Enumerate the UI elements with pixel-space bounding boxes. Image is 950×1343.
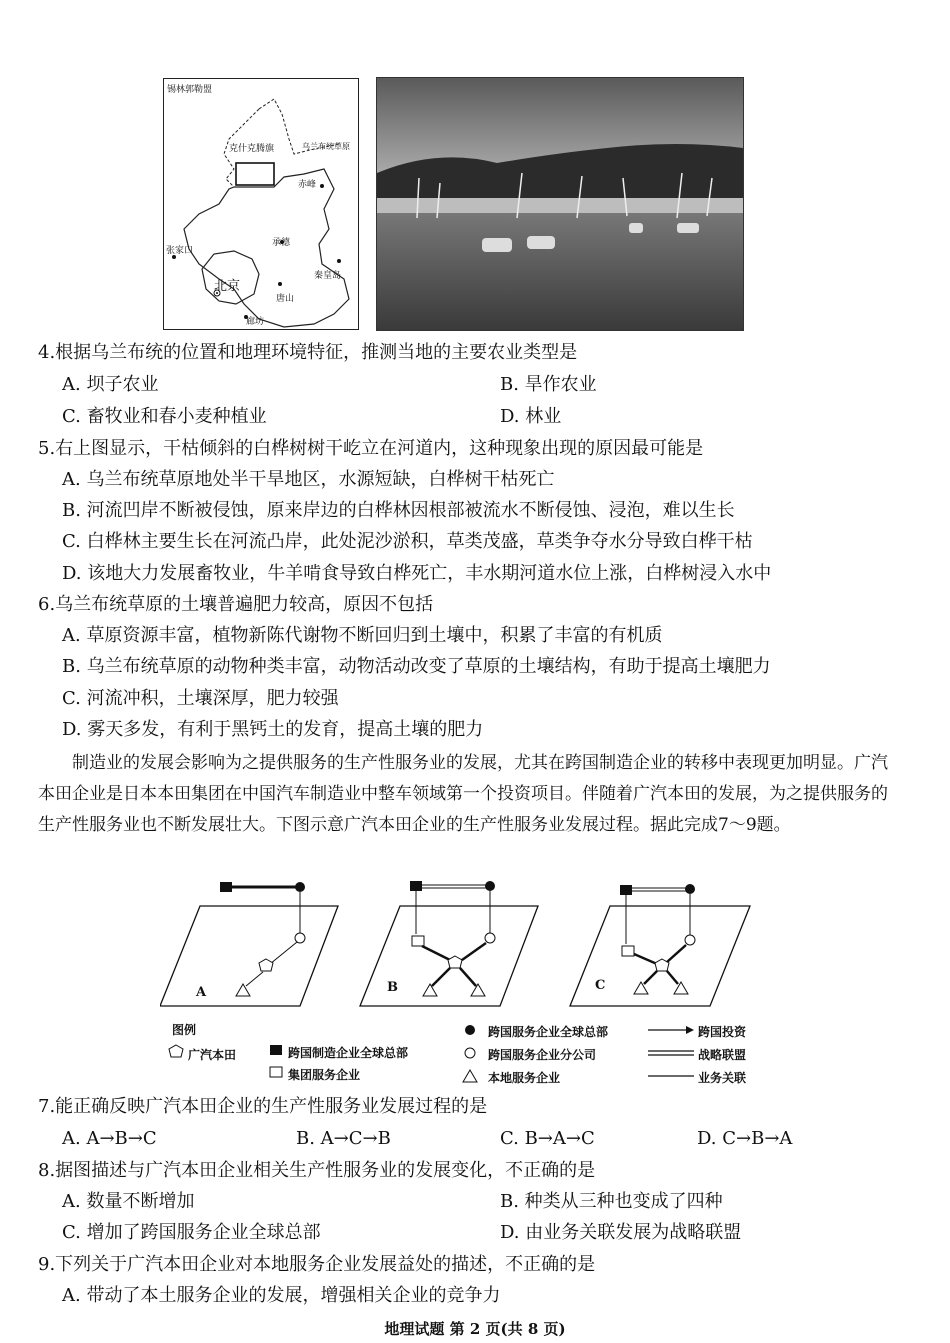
map-label: 北京 [214, 279, 241, 294]
question-stem: 4.根据乌兰布统的位置和地理环境特征，推测当地的主要农业类型是 [38, 342, 578, 363]
answer-option[interactable]: D. 林业 [500, 406, 562, 427]
map-label: 张家口 [166, 246, 194, 256]
map-label: 廊坊 [246, 317, 265, 327]
question-stem: 8.据图描述与广汽本田企业相关生产性服务业的发展变化，不正确的是 [38, 1160, 596, 1181]
question-stem: 7.能正确反映广汽本田企业的生产性服务业发展过程的是 [38, 1096, 488, 1117]
answer-option[interactable]: B. 种类从三种也变成了四种 [500, 1191, 723, 1212]
answer-option[interactable]: C. 白桦林主要生长在河流凸岸，此处泥沙淤积，草类茂盛，草类争夺水分导致白桦干枯 [62, 531, 753, 552]
map-label: 克什克腾旗 [229, 144, 275, 154]
legend-label: 战略联盟 [698, 1048, 747, 1062]
answer-option[interactable]: A. 带动了本土服务企业的发展，增强相关企业的竞争力 [62, 1285, 501, 1306]
panel-a [160, 882, 338, 1006]
answer-option[interactable]: B. 旱作农业 [500, 374, 597, 395]
diagram-legend [168, 1020, 768, 1090]
answer-option[interactable]: B. 乌兰布统草原的动物种类丰富，动物活动改变了草原的土壤结构，有助于提高土壤肥力 [62, 656, 771, 677]
question-stem: 5.右上图显示，干枯倾斜的白桦树树干屹立在河道内，这种现象出现的原因最可能是 [38, 438, 704, 459]
landscape-illustration [377, 78, 743, 330]
map-label: 乌兰布统草原 [302, 142, 350, 151]
grassland-photo [376, 77, 744, 331]
answer-option[interactable]: C. B→A→C [500, 1128, 595, 1149]
answer-option[interactable]: A. 坝子农业 [62, 374, 159, 395]
legend-label: 广汽本田 [188, 1048, 237, 1062]
map-outline [164, 79, 357, 328]
question-stem: 6.乌兰布统草原的土壤普遍肥力较高，原因不包括 [38, 594, 434, 615]
answer-option[interactable]: A. A→B→C [62, 1128, 157, 1149]
legend-symbols [168, 1020, 768, 1090]
legend-label: 本地服务企业 [488, 1071, 561, 1085]
legend-label: 集团服务企业 [288, 1068, 361, 1082]
answer-option[interactable]: D. 由业务关联发展为战略联盟 [500, 1222, 742, 1243]
reading-passage: 制造业的发展会影响为之提供服务的生产性服务业的发展，尤其在跨国制造企业的转移中表现更加明显。广汽本田企业是日本本田集团在中国汽车制造业中整车领域第一个投资项目。伴随着广汽本田的发展，为之提供服务的生产性服务业也不断发展壮大。下图示意广汽本田企业的生产性服务业发展过程。据此完成7～9题。 [38, 753, 888, 835]
answer-option[interactable]: B. A→C→B [296, 1128, 391, 1149]
answer-option[interactable]: D. 该地大力发展畜牧业，牛羊啃食导致白桦死亡，丰水期河道水位上涨，白桦树浸入水中 [62, 563, 772, 584]
answer-option[interactable]: A. 数量不断增加 [62, 1191, 195, 1212]
map-label: 唐山 [276, 294, 295, 304]
legend-title: 图例 [172, 1023, 197, 1037]
legend-label: 跨国投资 [698, 1025, 747, 1039]
map-label: 秦皇岛 [314, 271, 342, 281]
page-footer: 地理试题 第 2 页(共 8 页) [384, 1320, 566, 1338]
answer-option[interactable]: A. 乌兰布统草原地处半干旱地区，水源短缺，白桦树干枯死亡 [62, 469, 555, 490]
map-label: 赤峰 [298, 180, 317, 190]
map-label: 承德 [272, 238, 291, 248]
answer-option[interactable]: B. 河流凹岸不断被侵蚀，原来岸边的白桦林因根部被流水不断侵蚀、浸泡，难以生长 [62, 500, 735, 521]
legend-label: 跨国制造企业全球总部 [288, 1046, 409, 1060]
answer-option[interactable]: C. 畜牧业和春小麦种植业 [62, 406, 267, 427]
answer-option[interactable]: C. 河流冲积，土壤深厚，肥力较强 [62, 688, 339, 709]
location-map [163, 78, 359, 330]
map-label: 锡林郭勒盟 [167, 85, 213, 95]
answer-option[interactable]: A. 草原资源丰富，植物新陈代谢物不断回归到土壤中，积累了丰富的有机质 [62, 625, 663, 646]
panel-label-b: B [387, 980, 398, 995]
panel-label-c: C [595, 978, 606, 993]
answer-option[interactable]: D. C→B→A [697, 1128, 793, 1149]
service-development-diagram [160, 878, 760, 1013]
answer-option[interactable]: D. 雾天多发，有利于黑钙土的发育，提高土壤的肥力 [62, 719, 484, 740]
legend-label: 跨国服务企业全球总部 [488, 1025, 609, 1039]
legend-label: 跨国服务企业分公司 [488, 1048, 597, 1062]
panel-label-a: A [196, 985, 207, 1000]
answer-option[interactable]: C. 增加了跨国服务企业全球总部 [62, 1222, 321, 1243]
legend-label: 业务关联 [698, 1071, 747, 1085]
question-stem: 9.下列关于广汽本田企业对本地服务企业发展益处的描述，不正确的是 [38, 1254, 596, 1275]
